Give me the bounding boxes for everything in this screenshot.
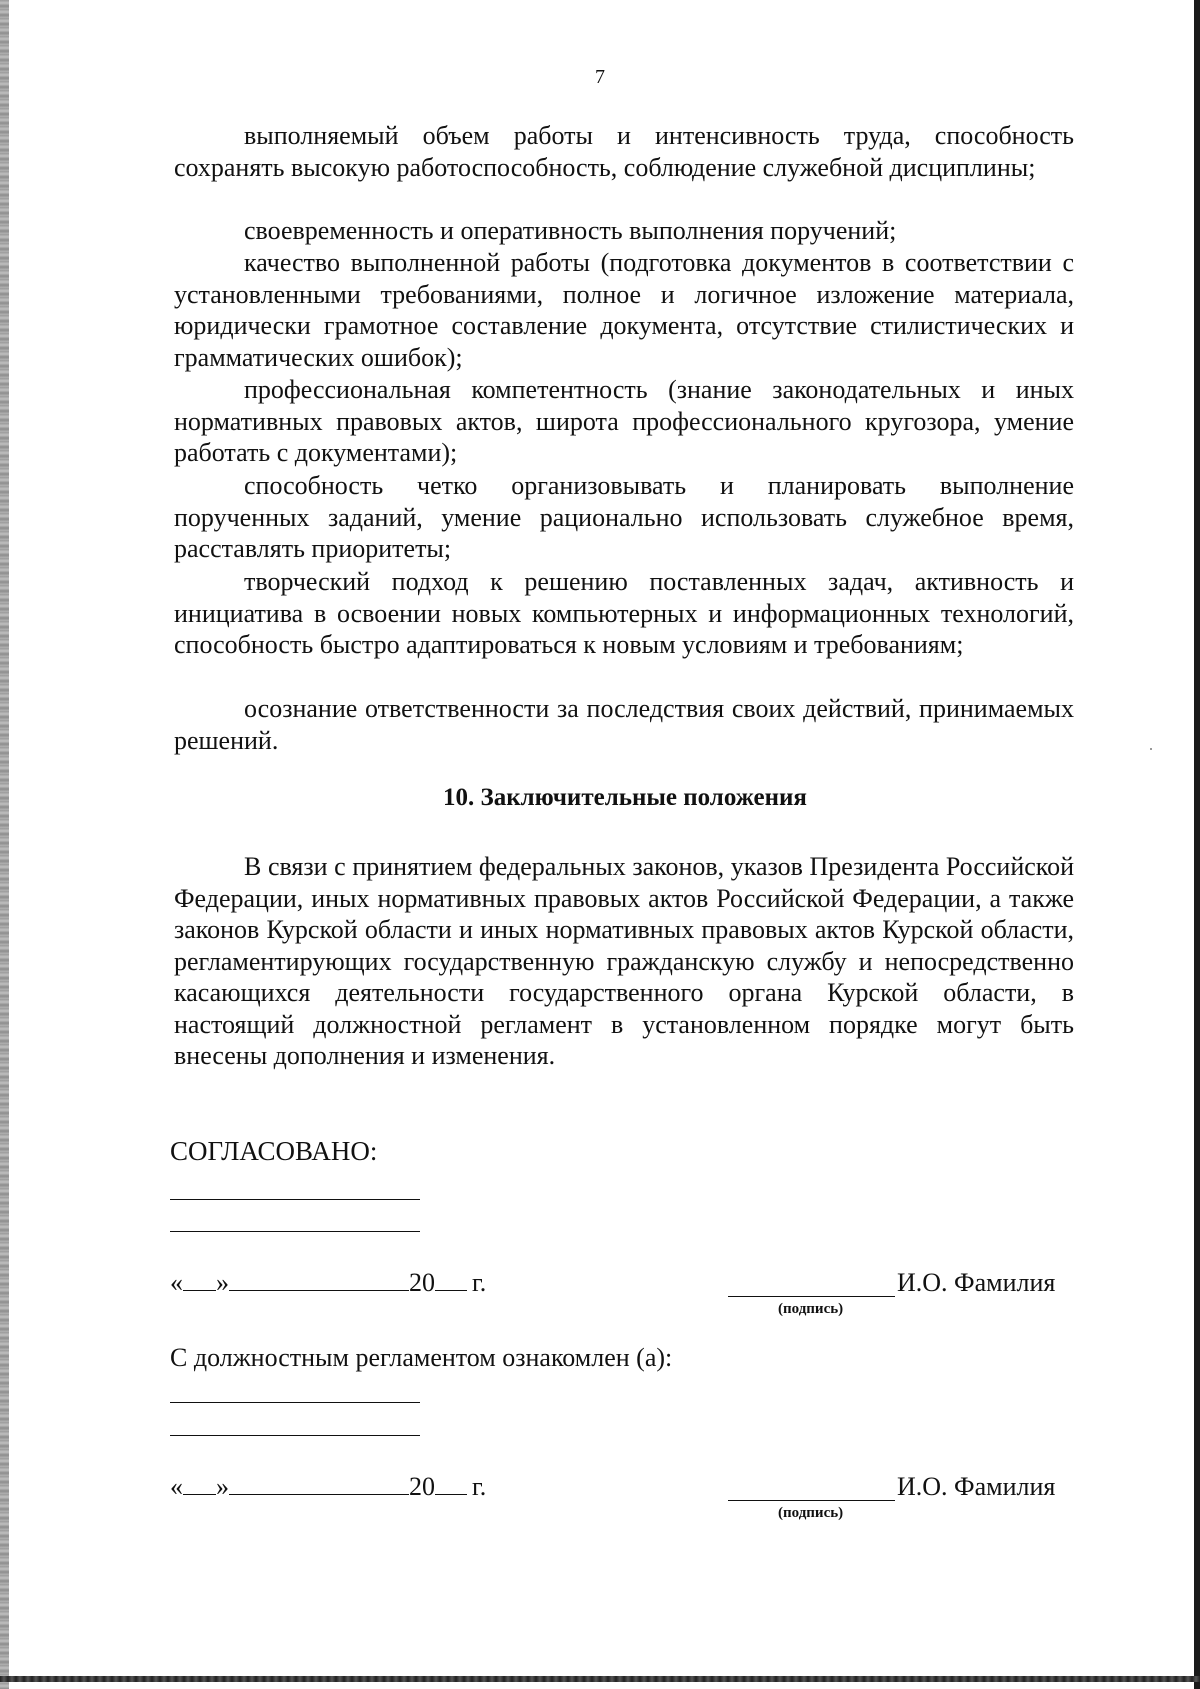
paragraph-competence: профессиональная компетентность (знание законодательных и иных нормативных правовых актов, широта профессионального кругозора, умение работать с документами); [174,375,1074,467]
scan-edge-bottom [0,1676,1200,1682]
year-prefix: 20 [409,1268,435,1297]
paragraph-workload: выполняемый объем работы и интенсивность труда, способность сохранять высокую работоспособность, соблюдение служебной дисциплины; [174,121,1074,182]
familiar-blank-line-2 [170,1435,420,1436]
day-blank [183,1268,216,1291]
date-open-quote: « [170,1268,183,1297]
agreed-blank-line-1 [170,1199,420,1200]
section-title: 10. Заключительные положения [443,784,807,811]
familiar-label: С должностным регламентом ознакомлен (а): [170,1343,673,1372]
date-row-familiar [170,1472,486,1502]
paragraph-timeliness: своевременность и оперативность выполнения поручений; [244,216,897,245]
year-blank [435,1268,467,1291]
day-blank [183,1472,216,1495]
scan-edge-left [0,0,9,1689]
signature-line-familiar [728,1500,895,1501]
year-prefix: 20 [409,1472,435,1501]
month-blank [229,1268,409,1291]
date-row-agreed [170,1268,486,1298]
year-suffix: г. [472,1472,487,1501]
paragraph-creativity: творческий подход к решению поставленных задач, активность и инициатива в освоении новых компьютерных и информационных технологий, способность быстро адаптироваться к новым условиям и требованиям; [174,567,1074,659]
agreed-label: СОГЛАСОВАНО: [170,1136,378,1166]
signature-caption-familiar: (подпись) [778,1505,844,1521]
agreed-blank-line-2 [170,1231,420,1232]
date-close-quote: » [216,1472,229,1501]
date-close-quote: » [216,1268,229,1297]
signature-line-agreed [728,1296,895,1297]
month-blank [229,1472,409,1495]
paragraph-quality: качество выполненной работы (подготовка документов в соответствии с установленными требованиями, полное и логичное изложение материала, юридически грамотное составление документа, отсутствие стилистических и грамматических ошибок); [174,248,1074,372]
familiar-blank-line-1 [170,1402,420,1403]
page-number: 7 [595,66,605,88]
paragraph-final-provisions: В связи с принятием федеральных законов, указов Президента Российской Федерации, иных нормативных правовых актов Российской Федерации, а также законов Курской области и иных нормативных правовых актов Курской области, регламентирующих государственную гражданскую службу и непосредственно касающихся деятельности государственного органа Курской области, в настоящий должностной регламент в установленном порядке могут быть внесены дополнения и изменения. [174,852,1074,1070]
paragraph-organization: способность четко организовывать и планировать выполнение порученных заданий, умение рационально использовать служебное время, расставлять приоритеты; [174,471,1074,563]
year-blank [435,1472,467,1495]
signatory-name-familiar: И.О. Фамилия [897,1472,1056,1501]
date-open-quote: « [170,1472,183,1501]
scan-dot [1150,748,1152,750]
signature-caption-agreed: (подпись) [778,1301,844,1317]
year-suffix: г. [472,1268,487,1297]
signatory-name-agreed: И.О. Фамилия [897,1268,1056,1297]
scan-edge-right [1194,0,1200,1689]
paragraph-responsibility: осознание ответственности за последствия своих действий, принимаемых решений. [174,694,1074,755]
